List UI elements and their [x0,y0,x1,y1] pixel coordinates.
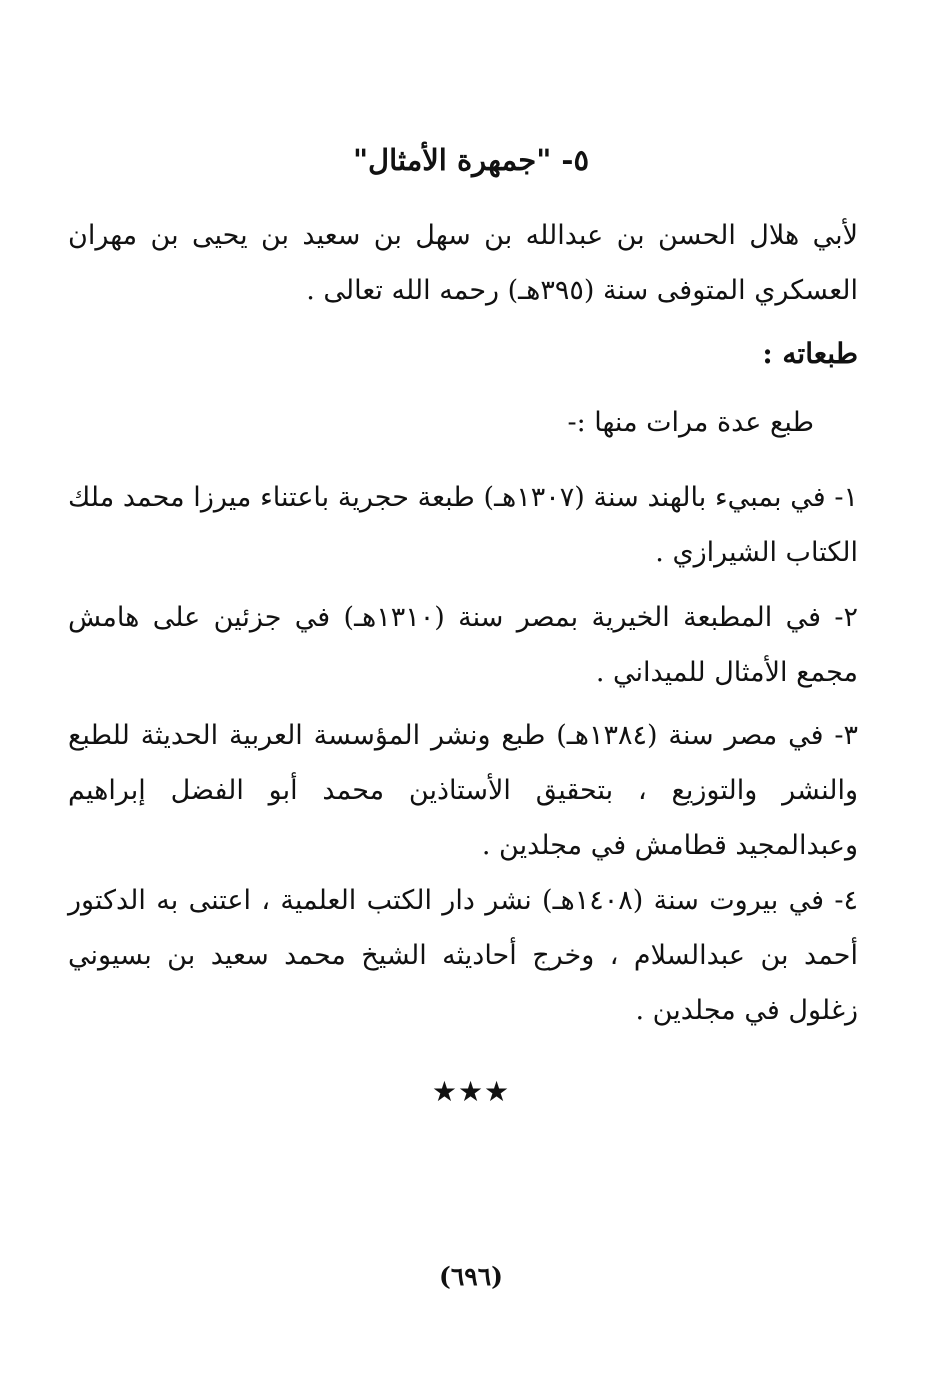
edition-paragraph-4: ٤- في بيروت سنة (١٤٠٨هـ) نشر دار الكتب العلمية ، اعتنى به الدكتور أحمد بن عبدالسلام ، وخرج أحاديثه الشيخ محمد سعيد بن بسيوني زغلول في مجلدين . [68,885,858,1026]
author-paragraph: لأبي هلال الحسن بن عبدالله بن سهل بن سعيد بن يحيى بن مهران العسكري المتوفى سنة (٣٩٥هـ) رحمه الله تعالى . [68,220,858,306]
entry-heading: ٥- "جمهرة الأمثال" [352,143,590,177]
edition-paragraph-1: ١- في بمبيء بالهند سنة (١٣٠٧هـ) طبعة حجرية باعتناء ميرزا محمد ملك الكتاب الشيرازي . [68,482,858,568]
editions-lead-text: طبع عدة مرات منها :- [567,407,814,438]
section-separator-stars: ★★★ [431,1075,511,1108]
page-number: (٦٩٦) [439,1262,503,1291]
edition-paragraph-2: ٢- في المطبعة الخيرية بمصر سنة (١٣١٠هـ) في جزئين على هامش مجمع الأمثال للميداني . [68,602,858,688]
editions-section-label: طبعاته : [762,337,858,370]
edition-paragraph-3: ٣- في مصر سنة (١٣٨٤هـ) طبع ونشر المؤسسة العربية الحديثة للطبع والنشر والتوزيع ، بتحقيق الأستاذين محمد أبو الفضل إبراهيم وعبدالمجيد قطامش في مجلدين . [68,720,859,861]
